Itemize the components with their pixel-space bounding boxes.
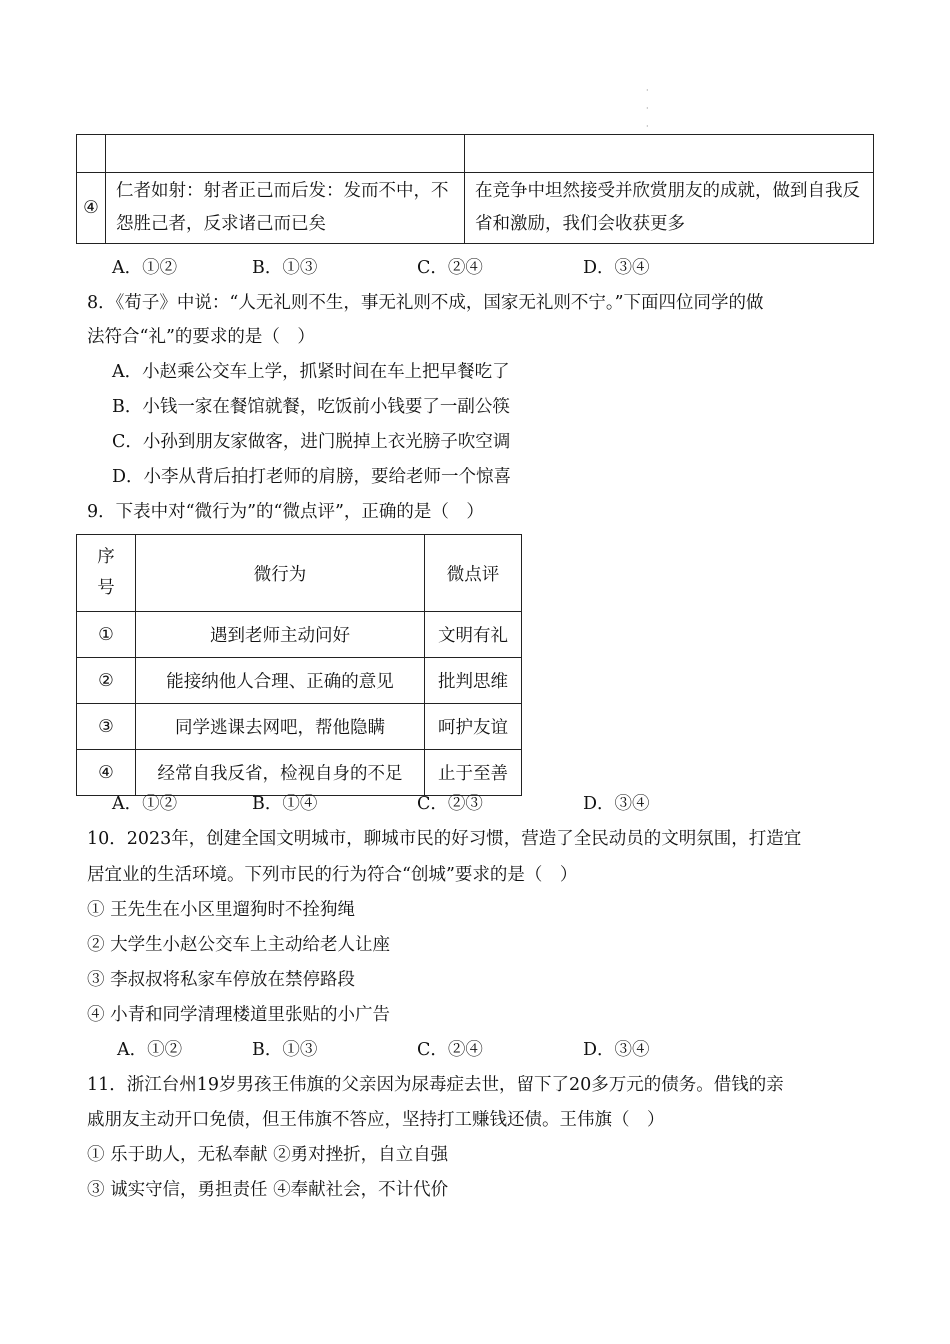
table-cell-explanation: 在竞争中坦然接受并欣赏朋友的成就，做到自我反省和激励，我们会收获更多 [465, 173, 874, 244]
table-row [77, 612, 522, 658]
table-cell-quote: 仁者如射：射者正己而后发：发而不中，不怨胜己者，反求诸己而已矣 [106, 173, 465, 244]
q10-item-3: ③ 李叔叔将私家车停放在禁停路段 [87, 970, 356, 990]
table-row [77, 658, 522, 704]
q9-stem: 9．下表中对“微行为”的“微点评”，正确的是（ ） [87, 502, 484, 522]
table-row [77, 750, 522, 796]
row-comment: 止于至善 [425, 750, 522, 796]
q10-option-b[interactable]: B．①③ [252, 1040, 318, 1060]
header-num [77, 535, 136, 612]
q7-option-b[interactable]: B．①③ [252, 258, 318, 278]
q7-option-c[interactable]: C．②④ [417, 258, 483, 278]
q10-option-d[interactable]: D．③④ [583, 1040, 650, 1060]
q9-option-d[interactable]: D．③④ [583, 794, 650, 814]
table-cell-quote [106, 135, 465, 173]
q8-option-c[interactable]: C．小孙到朋友家做客，进门脱掉上衣光膀子吹空调 [112, 432, 511, 452]
header-behavior: 微行为 [136, 535, 425, 612]
q11-item-1: ① 乐于助人，无私奉献 ②勇对挫折，自立自强 [87, 1145, 449, 1165]
table-cell-explanation [465, 135, 874, 173]
q10-item-1: ① 王先生在小区里遛狗时不拴狗绳 [87, 900, 356, 920]
q9-option-b[interactable]: B．①④ [252, 794, 318, 814]
header-num-line1: 序 [97, 547, 115, 567]
q9-table [76, 534, 522, 796]
q10-option-c[interactable]: C．②④ [417, 1040, 483, 1060]
q8-option-a[interactable]: A．小赵乘公交车上学，抓紧时间在车上把早餐吃了 [112, 362, 510, 382]
header-comment: 微点评 [425, 535, 522, 612]
q10-stem-line1: 10．2023年，创建全国文明城市，聊城市民的好习惯，营造了全民动员的文明氛围，打造宜 [87, 829, 802, 849]
q10-item-4: ④ 小青和同学清理楼道里张贴的小广告 [87, 1005, 391, 1025]
row-num: ② [77, 658, 136, 704]
header-num-line2: 号 [97, 578, 115, 598]
row-behavior: 遇到老师主动问好 [136, 612, 425, 658]
q9-option-c[interactable]: C．②③ [417, 794, 483, 814]
row-behavior: 同学逃课去网吧，帮他隐瞒 [136, 704, 425, 750]
table-row [77, 135, 874, 173]
q10-option-a[interactable]: A．①② [117, 1040, 183, 1060]
row-behavior: 经常自我反省，检视自身的不足 [136, 750, 425, 796]
row-behavior: 能接纳他人合理、正确的意见 [136, 658, 425, 704]
q7-option-a[interactable]: A．①② [112, 258, 178, 278]
q8-option-d[interactable]: D．小李从背后拍打老师的肩膀，要给老师一个惊喜 [112, 467, 512, 487]
q10-stem-line2: 居宜业的生活环境。下列市民的行为符合“创城”要求的是（ ） [87, 865, 578, 885]
q8-stem-line1: 8．《荀子》中说：“人无礼则不生，事无礼则不成，国家无礼则不宁。”下面四位同学的做 [87, 293, 764, 313]
row-num: ④ [77, 750, 136, 796]
row-num: ③ [77, 704, 136, 750]
table-cell-num: ④ [77, 173, 106, 244]
row-comment: 呵护友谊 [425, 704, 522, 750]
q8-stem-line2: 法符合“礼”的要求的是（ ） [87, 327, 315, 347]
table-header-row [77, 535, 522, 612]
q7-option-d[interactable]: D．③④ [583, 258, 650, 278]
q9-option-a[interactable]: A．①② [112, 794, 178, 814]
table-row [77, 704, 522, 750]
top-table [76, 134, 874, 244]
q10-item-2: ② 大学生小赵公交车上主动给老人让座 [87, 935, 391, 955]
table-row [77, 173, 874, 244]
q11-item-2: ③ 诚实守信，勇担责任 ④奉献社会，不计代价 [87, 1180, 449, 1200]
row-comment: 文明有礼 [425, 612, 522, 658]
q11-stem-line1: 11．浙江台州19岁男孩王伟旗的父亲因为尿毒症去世，留下了20多万元的债务。借钱的亲 [87, 1075, 784, 1095]
table-cell-num [77, 135, 106, 173]
q11-stem-line2: 戚朋友主动开口免债，但王伟旗不答应，坚持打工赚钱还债。王伟旗（ ） [87, 1110, 665, 1130]
row-num: ① [77, 612, 136, 658]
q8-option-b[interactable]: B．小钱一家在餐馆就餐，吃饭前小钱要了一副公筷 [112, 397, 510, 417]
row-comment: 批判思维 [425, 658, 522, 704]
margin-dots: · · · [646, 86, 649, 131]
